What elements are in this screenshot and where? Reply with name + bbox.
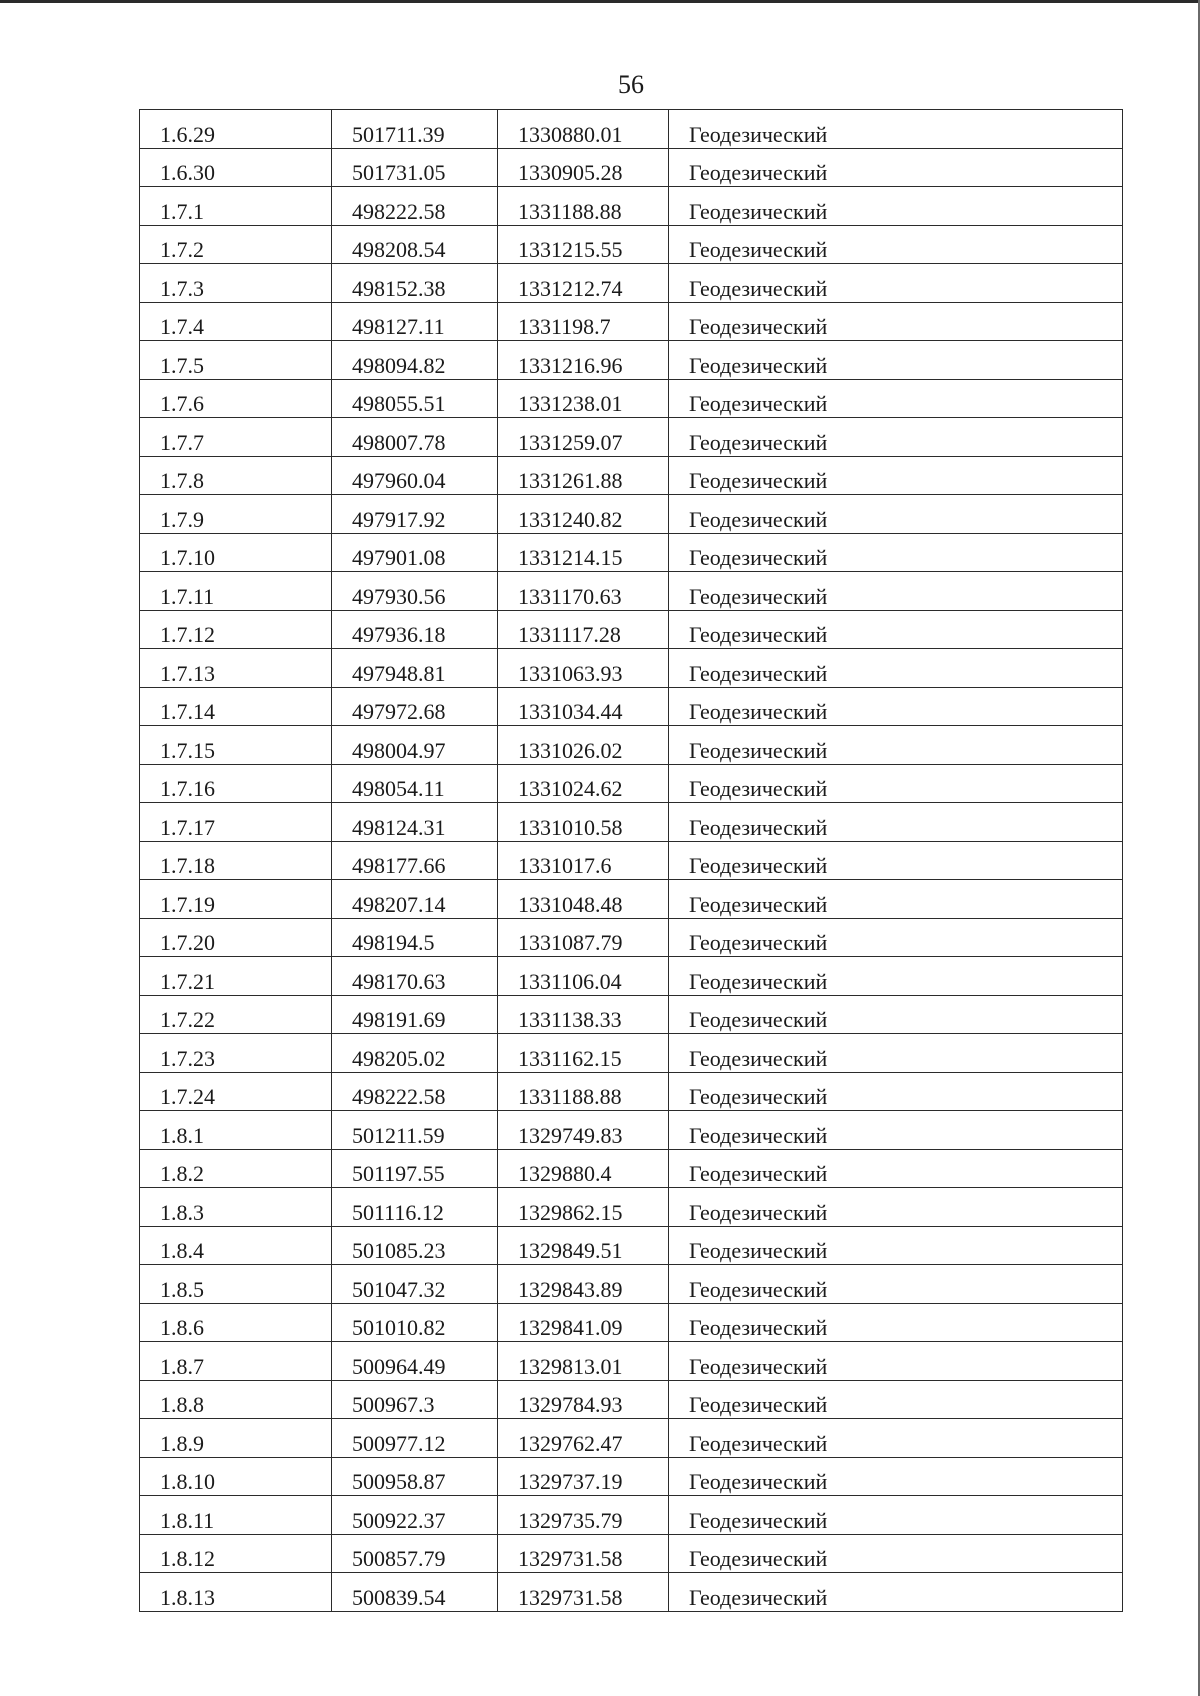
table-row [140, 687, 1123, 726]
point-id-cell: 1.8.7 [140, 1342, 332, 1381]
x-coordinate-cell: 498054.11 [332, 764, 498, 803]
table-row [140, 1380, 1123, 1419]
table-row [140, 148, 1123, 187]
point-id-cell: 1.7.9 [140, 495, 332, 534]
y-coordinate-cell: 1331238.01 [498, 379, 669, 418]
method-cell: Геодезический [669, 1496, 1123, 1535]
x-coordinate-cell: 500958.87 [332, 1457, 498, 1496]
x-coordinate-cell: 501211.59 [332, 1111, 498, 1150]
table-row [140, 803, 1123, 842]
point-id-cell: 1.7.3 [140, 264, 332, 303]
method-cell: Геодезический [669, 148, 1123, 187]
x-coordinate-cell: 498007.78 [332, 418, 498, 457]
x-coordinate-cell: 500839.54 [332, 1573, 498, 1612]
y-coordinate-cell: 1329862.15 [498, 1188, 669, 1227]
x-coordinate-cell: 498194.5 [332, 918, 498, 957]
y-coordinate-cell: 1329880.4 [498, 1149, 669, 1188]
point-id-cell: 1.8.4 [140, 1226, 332, 1265]
method-cell: Геодезический [669, 1226, 1123, 1265]
method-cell: Геодезический [669, 1573, 1123, 1612]
table-row [140, 1072, 1123, 1111]
point-id-cell: 1.7.20 [140, 918, 332, 957]
method-cell: Геодезический [669, 1149, 1123, 1188]
point-id-cell: 1.8.12 [140, 1534, 332, 1573]
point-id-cell: 1.7.23 [140, 1034, 332, 1073]
coordinates-table-body [140, 110, 1123, 1612]
point-id-cell: 1.8.9 [140, 1419, 332, 1458]
x-coordinate-cell: 497901.08 [332, 533, 498, 572]
point-id-cell: 1.8.11 [140, 1496, 332, 1535]
y-coordinate-cell: 1331188.88 [498, 187, 669, 226]
y-coordinate-cell: 1329784.93 [498, 1380, 669, 1419]
table-row [140, 1534, 1123, 1573]
y-coordinate-cell: 1331240.82 [498, 495, 669, 534]
x-coordinate-cell: 498152.38 [332, 264, 498, 303]
x-coordinate-cell: 497936.18 [332, 610, 498, 649]
y-coordinate-cell: 1331212.74 [498, 264, 669, 303]
x-coordinate-cell: 498177.66 [332, 841, 498, 880]
y-coordinate-cell: 1331106.04 [498, 957, 669, 996]
table-row [140, 764, 1123, 803]
method-cell: Геодезический [669, 1072, 1123, 1111]
point-id-cell: 1.7.10 [140, 533, 332, 572]
table-row [140, 264, 1123, 303]
y-coordinate-cell: 1329737.19 [498, 1457, 669, 1496]
table-row [140, 1419, 1123, 1458]
method-cell: Геодезический [669, 225, 1123, 264]
method-cell: Геодезический [669, 379, 1123, 418]
method-cell: Геодезический [669, 1303, 1123, 1342]
point-id-cell: 1.7.6 [140, 379, 332, 418]
y-coordinate-cell: 1331170.63 [498, 572, 669, 611]
y-coordinate-cell: 1329731.58 [498, 1573, 669, 1612]
method-cell: Геодезический [669, 495, 1123, 534]
table-row [140, 418, 1123, 457]
point-id-cell: 1.6.29 [140, 110, 332, 149]
point-id-cell: 1.7.11 [140, 572, 332, 611]
x-coordinate-cell: 498208.54 [332, 225, 498, 264]
table-row [140, 995, 1123, 1034]
table-row [140, 1149, 1123, 1188]
table-row [140, 918, 1123, 957]
table-row [140, 649, 1123, 688]
point-id-cell: 1.8.1 [140, 1111, 332, 1150]
point-id-cell: 1.7.2 [140, 225, 332, 264]
x-coordinate-cell: 497948.81 [332, 649, 498, 688]
y-coordinate-cell: 1330880.01 [498, 110, 669, 149]
method-cell: Геодезический [669, 1419, 1123, 1458]
point-id-cell: 1.7.12 [140, 610, 332, 649]
x-coordinate-cell: 498207.14 [332, 880, 498, 919]
x-coordinate-cell: 497917.92 [332, 495, 498, 534]
method-cell: Геодезический [669, 841, 1123, 880]
point-id-cell: 1.6.30 [140, 148, 332, 187]
point-id-cell: 1.7.4 [140, 302, 332, 341]
point-id-cell: 1.7.13 [140, 649, 332, 688]
point-id-cell: 1.7.19 [140, 880, 332, 919]
table-row [140, 957, 1123, 996]
y-coordinate-cell: 1331026.02 [498, 726, 669, 765]
point-id-cell: 1.8.6 [140, 1303, 332, 1342]
x-coordinate-cell: 501731.05 [332, 148, 498, 187]
y-coordinate-cell: 1331188.88 [498, 1072, 669, 1111]
page-number: 56 [618, 70, 644, 99]
x-coordinate-cell: 498004.97 [332, 726, 498, 765]
y-coordinate-cell: 1331117.28 [498, 610, 669, 649]
x-coordinate-cell: 498055.51 [332, 379, 498, 418]
y-coordinate-cell: 1329735.79 [498, 1496, 669, 1535]
method-cell: Геодезический [669, 302, 1123, 341]
y-coordinate-cell: 1331215.55 [498, 225, 669, 264]
table-row [140, 572, 1123, 611]
y-coordinate-cell: 1331087.79 [498, 918, 669, 957]
x-coordinate-cell: 500967.3 [332, 1380, 498, 1419]
point-id-cell: 1.7.8 [140, 456, 332, 495]
x-coordinate-cell: 498222.58 [332, 187, 498, 226]
y-coordinate-cell: 1331024.62 [498, 764, 669, 803]
method-cell: Геодезический [669, 880, 1123, 919]
point-id-cell: 1.7.16 [140, 764, 332, 803]
table-row [140, 1496, 1123, 1535]
method-cell: Геодезический [669, 610, 1123, 649]
y-coordinate-cell: 1329813.01 [498, 1342, 669, 1381]
x-coordinate-cell: 500922.37 [332, 1496, 498, 1535]
point-id-cell: 1.7.14 [140, 687, 332, 726]
table-row [140, 1303, 1123, 1342]
method-cell: Геодезический [669, 264, 1123, 303]
x-coordinate-cell: 498222.58 [332, 1072, 498, 1111]
y-coordinate-cell: 1331034.44 [498, 687, 669, 726]
table-row [140, 1226, 1123, 1265]
table-row [140, 841, 1123, 880]
y-coordinate-cell: 1330905.28 [498, 148, 669, 187]
table-row [140, 533, 1123, 572]
y-coordinate-cell: 1331261.88 [498, 456, 669, 495]
method-cell: Геодезический [669, 418, 1123, 457]
x-coordinate-cell: 500857.79 [332, 1534, 498, 1573]
method-cell: Геодезический [669, 456, 1123, 495]
table-row [140, 726, 1123, 765]
method-cell: Геодезический [669, 1111, 1123, 1150]
method-cell: Геодезический [669, 1457, 1123, 1496]
point-id-cell: 1.8.8 [140, 1380, 332, 1419]
y-coordinate-cell: 1329749.83 [498, 1111, 669, 1150]
method-cell: Геодезический [669, 341, 1123, 380]
method-cell: Геодезический [669, 764, 1123, 803]
x-coordinate-cell: 498191.69 [332, 995, 498, 1034]
point-id-cell: 1.8.3 [140, 1188, 332, 1227]
y-coordinate-cell: 1329762.47 [498, 1419, 669, 1458]
y-coordinate-cell: 1331010.58 [498, 803, 669, 842]
point-id-cell: 1.7.1 [140, 187, 332, 226]
table-row [140, 110, 1123, 149]
method-cell: Геодезический [669, 187, 1123, 226]
point-id-cell: 1.8.10 [140, 1457, 332, 1496]
x-coordinate-cell: 501047.32 [332, 1265, 498, 1304]
y-coordinate-cell: 1331063.93 [498, 649, 669, 688]
x-coordinate-cell: 498170.63 [332, 957, 498, 996]
point-id-cell: 1.7.21 [140, 957, 332, 996]
table-row [140, 1265, 1123, 1304]
table-row [140, 880, 1123, 919]
coordinates-table [139, 109, 1123, 1612]
point-id-cell: 1.8.5 [140, 1265, 332, 1304]
method-cell: Геодезический [669, 1188, 1123, 1227]
x-coordinate-cell: 501010.82 [332, 1303, 498, 1342]
point-id-cell: 1.7.24 [140, 1072, 332, 1111]
table-row [140, 1573, 1123, 1612]
method-cell: Геодезический [669, 803, 1123, 842]
table-row [140, 1342, 1123, 1381]
table-row [140, 1111, 1123, 1150]
method-cell: Геодезический [669, 918, 1123, 957]
table-row [140, 1034, 1123, 1073]
table-row [140, 379, 1123, 418]
method-cell: Геодезический [669, 995, 1123, 1034]
table-row [140, 495, 1123, 534]
point-id-cell: 1.7.17 [140, 803, 332, 842]
method-cell: Геодезический [669, 110, 1123, 149]
x-coordinate-cell: 501085.23 [332, 1226, 498, 1265]
x-coordinate-cell: 497960.04 [332, 456, 498, 495]
x-coordinate-cell: 501116.12 [332, 1188, 498, 1227]
y-coordinate-cell: 1331138.33 [498, 995, 669, 1034]
y-coordinate-cell: 1331048.48 [498, 880, 669, 919]
x-coordinate-cell: 498205.02 [332, 1034, 498, 1073]
y-coordinate-cell: 1329731.58 [498, 1534, 669, 1573]
table-row [140, 225, 1123, 264]
method-cell: Геодезический [669, 726, 1123, 765]
y-coordinate-cell: 1331259.07 [498, 418, 669, 457]
method-cell: Геодезический [669, 1534, 1123, 1573]
method-cell: Геодезический [669, 649, 1123, 688]
x-coordinate-cell: 500977.12 [332, 1419, 498, 1458]
x-coordinate-cell: 498127.11 [332, 302, 498, 341]
x-coordinate-cell: 498094.82 [332, 341, 498, 380]
y-coordinate-cell: 1331162.15 [498, 1034, 669, 1073]
y-coordinate-cell: 1331198.7 [498, 302, 669, 341]
table-row [140, 187, 1123, 226]
y-coordinate-cell: 1331214.15 [498, 533, 669, 572]
x-coordinate-cell: 498124.31 [332, 803, 498, 842]
table-row [140, 1457, 1123, 1496]
x-coordinate-cell: 501197.55 [332, 1149, 498, 1188]
x-coordinate-cell: 500964.49 [332, 1342, 498, 1381]
table-row [140, 1188, 1123, 1227]
scan-top-edge [0, 0, 1200, 3]
method-cell: Геодезический [669, 1034, 1123, 1073]
x-coordinate-cell: 501711.39 [332, 110, 498, 149]
table-row [140, 302, 1123, 341]
method-cell: Геодезический [669, 687, 1123, 726]
y-coordinate-cell: 1329849.51 [498, 1226, 669, 1265]
table-row [140, 341, 1123, 380]
method-cell: Геодезический [669, 1342, 1123, 1381]
y-coordinate-cell: 1329843.89 [498, 1265, 669, 1304]
method-cell: Геодезический [669, 572, 1123, 611]
point-id-cell: 1.7.5 [140, 341, 332, 380]
y-coordinate-cell: 1331216.96 [498, 341, 669, 380]
y-coordinate-cell: 1329841.09 [498, 1303, 669, 1342]
x-coordinate-cell: 497972.68 [332, 687, 498, 726]
y-coordinate-cell: 1331017.6 [498, 841, 669, 880]
point-id-cell: 1.7.15 [140, 726, 332, 765]
method-cell: Геодезический [669, 957, 1123, 996]
point-id-cell: 1.8.13 [140, 1573, 332, 1612]
point-id-cell: 1.7.7 [140, 418, 332, 457]
table-row [140, 610, 1123, 649]
x-coordinate-cell: 497930.56 [332, 572, 498, 611]
method-cell: Геодезический [669, 533, 1123, 572]
method-cell: Геодезический [669, 1380, 1123, 1419]
point-id-cell: 1.7.22 [140, 995, 332, 1034]
method-cell: Геодезический [669, 1265, 1123, 1304]
table-row [140, 456, 1123, 495]
point-id-cell: 1.8.2 [140, 1149, 332, 1188]
point-id-cell: 1.7.18 [140, 841, 332, 880]
